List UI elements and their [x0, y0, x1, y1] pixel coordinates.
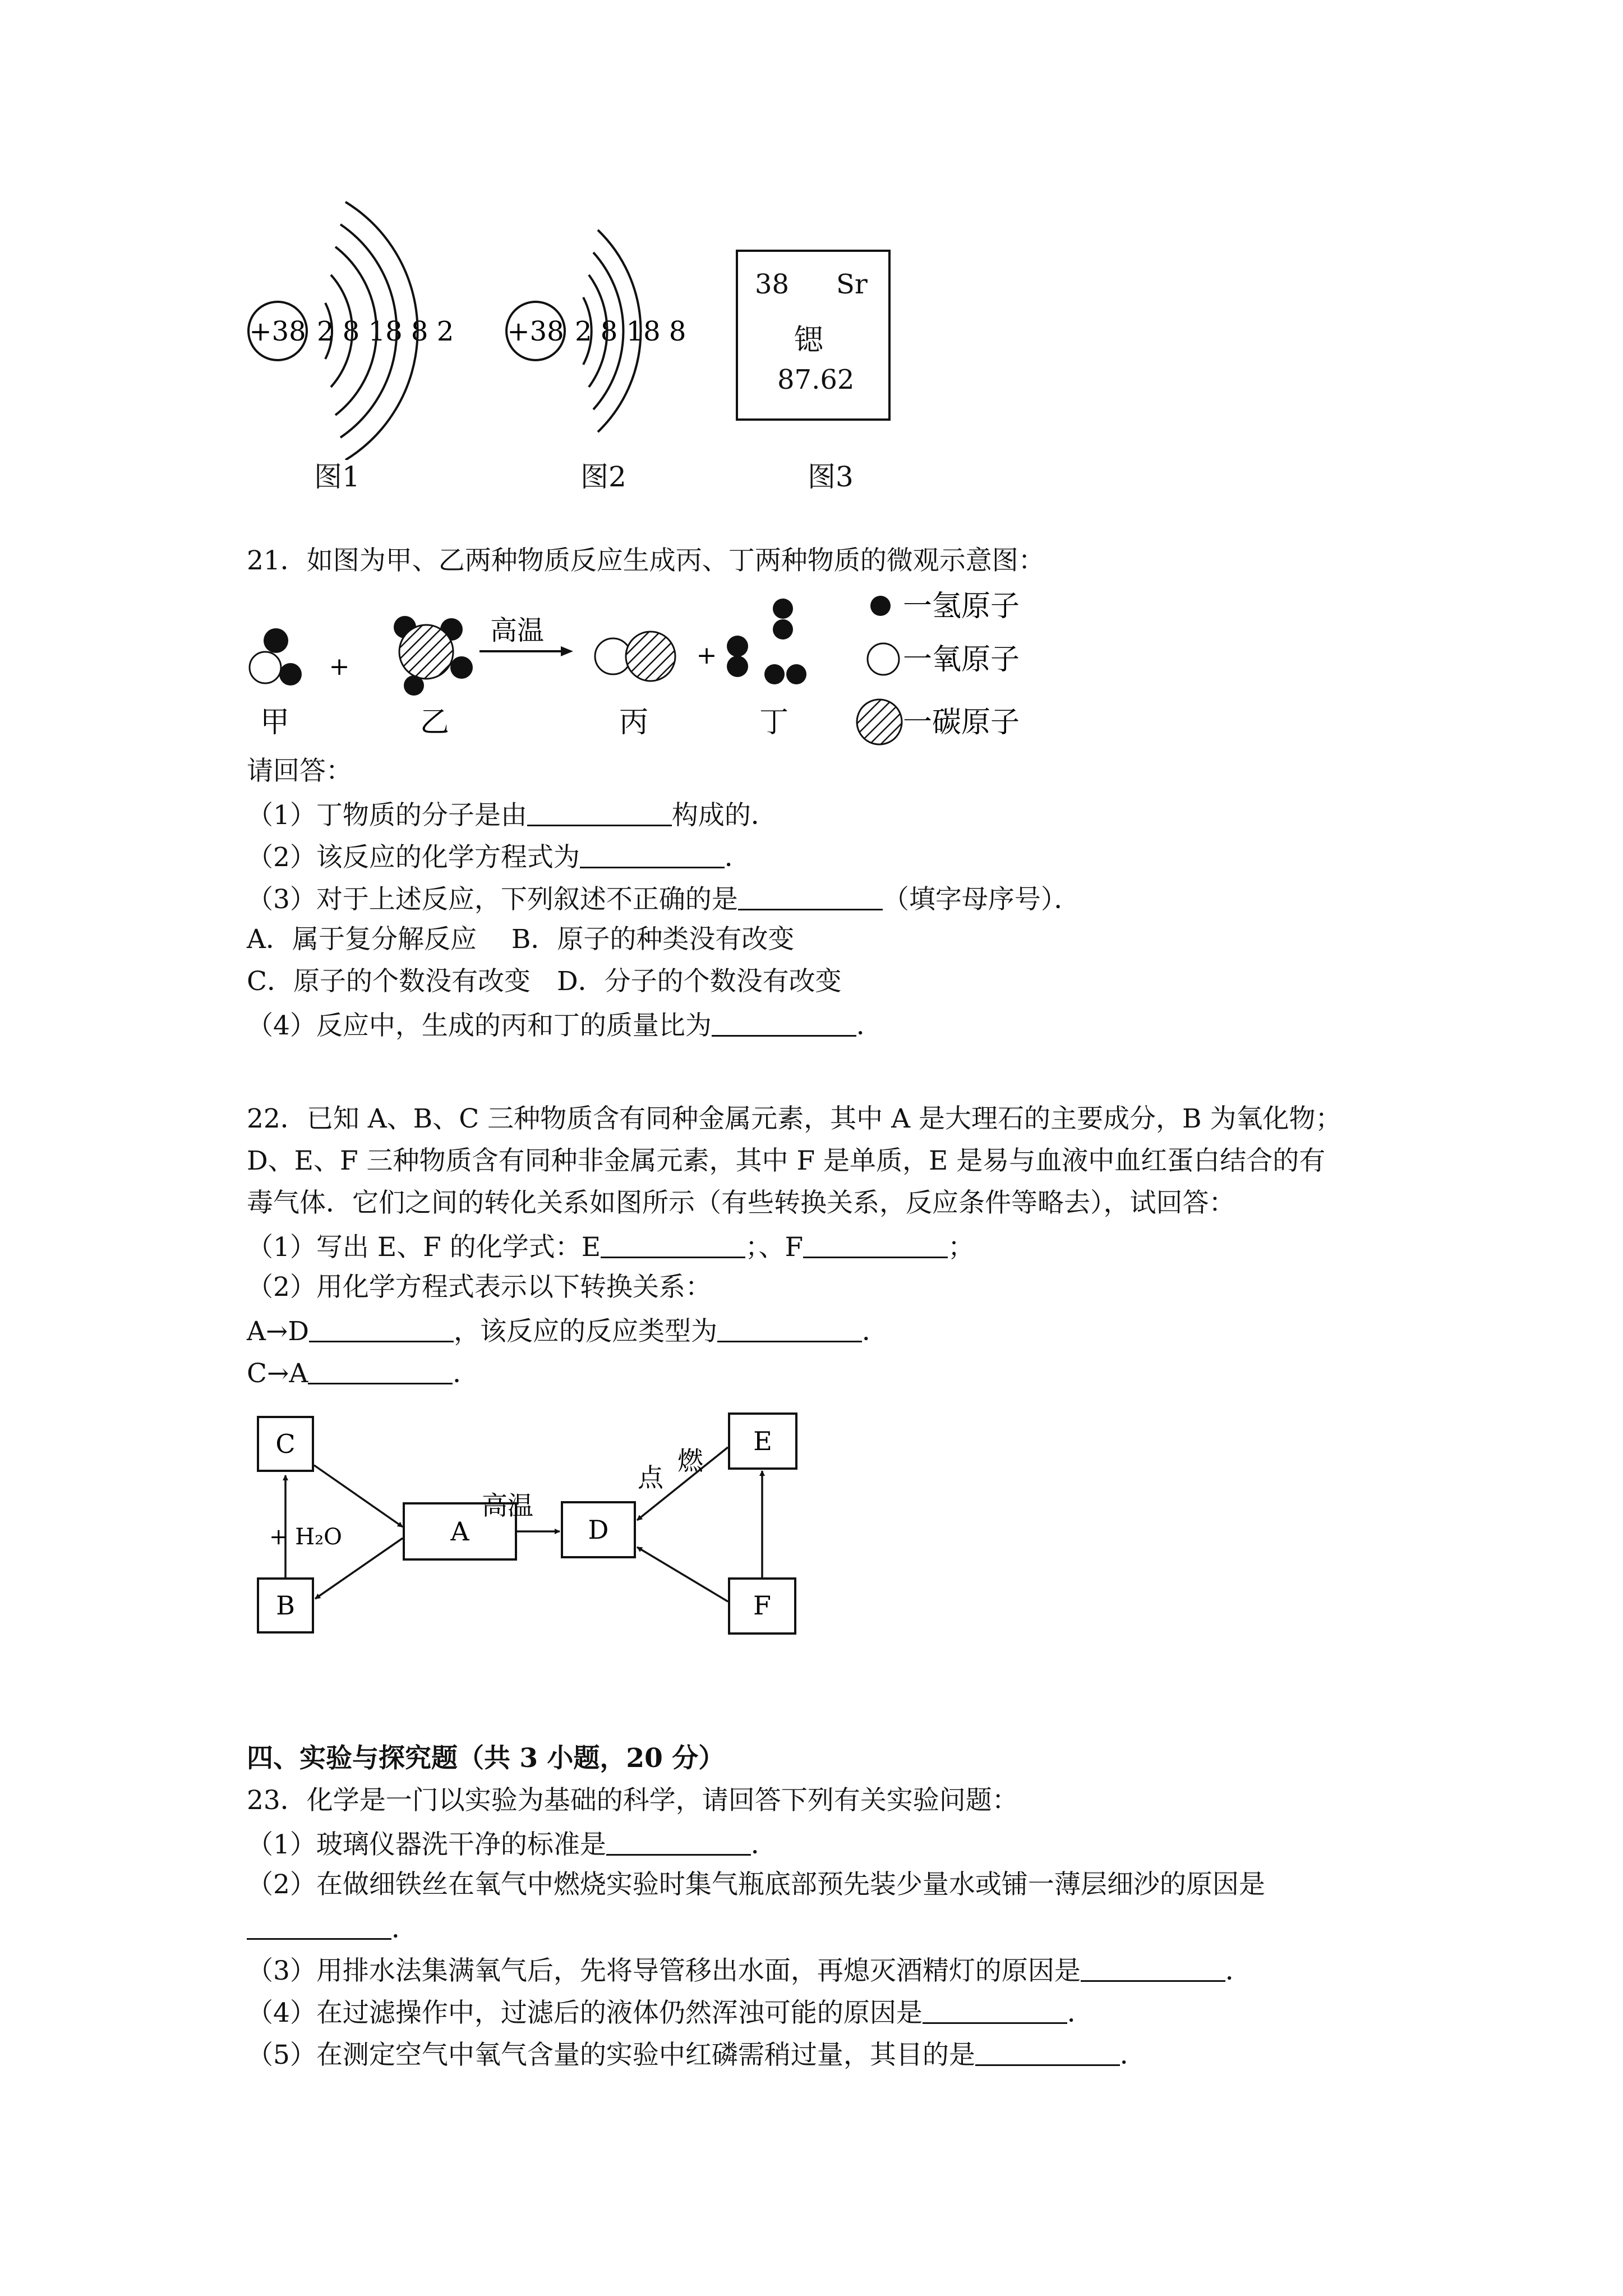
answer-blank[interactable] — [717, 1313, 862, 1342]
answer-blank[interactable] — [923, 1994, 1067, 2024]
answer-blank[interactable] — [712, 1007, 856, 1037]
q21-options-ab: A．属于复分解反应 B．原子的种类没有改变 — [247, 924, 795, 955]
q23-part5: （5）在测定空气中氧气含量的实验中红磷需稍过量，其目的是 ． — [247, 2036, 1146, 2072]
answer-blank[interactable] — [308, 1355, 453, 1384]
label-bing: 丙 — [619, 706, 649, 739]
high-temperature-label: 高温 — [482, 1490, 533, 1521]
answer-blank[interactable] — [580, 839, 725, 868]
atomic-number: 38 — [755, 269, 790, 300]
answer-blank[interactable] — [309, 1313, 454, 1342]
q21-part1: （1）丁物质的分子是由 构成的． — [247, 797, 777, 832]
element-symbol: Sr — [836, 269, 868, 300]
answer-blank[interactable] — [803, 1228, 948, 1258]
element-name: 锶 — [794, 324, 824, 357]
legend-hydrogen: 一氢原子 — [903, 590, 1020, 623]
legend-carbon: 一碳原子 — [903, 706, 1020, 739]
figure-1-caption: 图1 — [314, 461, 360, 493]
atomic-mass: 87.62 — [777, 364, 855, 395]
electron-shells: 2 8 18 8 — [575, 316, 686, 347]
q21-part3: （3）对于上述反应，下列叙述不正确的是 （填字母序号）． — [247, 881, 1080, 917]
q22-a-to-d: A→D ，该反应的反应类型为 ． — [247, 1313, 888, 1349]
answer-blank[interactable] — [606, 1826, 751, 1856]
figure-2-caption: 图2 — [580, 461, 626, 493]
label-jia: 甲 — [260, 706, 290, 739]
node-f: F — [753, 1590, 771, 1621]
node-a: A — [450, 1516, 469, 1547]
ignite-label-dian: 点 — [638, 1462, 663, 1493]
figure-3-caption: 图3 — [808, 461, 854, 493]
q21-stem: 21．如图为甲、乙两种物质反应生成丙、丁两种物质的微观示意图： — [247, 545, 1045, 576]
answer-blank[interactable] — [601, 1228, 745, 1258]
q22-stem-line1: 22．已知 A、B、C 三种物质含有同种金属元素，其中 A 是大理石的主要成分，B 为氧化物； — [247, 1103, 1342, 1134]
q23-part1: （1）玻璃仪器洗干净的标准是 ． — [247, 1826, 777, 1862]
q21-please-answer: 请回答： — [247, 756, 352, 786]
q22-part2: （2）用化学方程式表示以下转换关系： — [247, 1272, 712, 1303]
atom-structure-figure-2 — [499, 224, 701, 460]
node-b: B — [276, 1590, 295, 1621]
answer-blank[interactable] — [1081, 1952, 1225, 1982]
q23-part2-answer: ． — [247, 1910, 418, 1946]
answer-blank[interactable] — [247, 1910, 391, 1940]
q22-part1: （1）写出 E、F 的化学式：E ；、F ； — [247, 1228, 974, 1264]
label-yi: 乙 — [419, 706, 450, 739]
q21-part2: （2）该反应的化学方程式为 ． — [247, 839, 751, 875]
q21-part4: （4）反应中，生成的丙和丁的质量比为 ． — [247, 1007, 883, 1043]
ignite-label-ran: 燃 — [677, 1446, 703, 1476]
plus-sign: + — [696, 641, 717, 670]
q22-stem-line2: D、E、F 三种物质含有同种非金属元素，其中 F 是单质，E 是易与血液中血红蛋白结合的有 — [247, 1145, 1326, 1176]
section-4-heading: 四、实验与探究题（共 3 小题，20 分） — [247, 1743, 725, 1774]
q23-part3: （3）用排水法集满氧气后，先将导管移出水面，再熄灭酒精灯的原因是 ． — [247, 1952, 1252, 1988]
q22-c-to-a: C→A ． — [247, 1355, 479, 1391]
node-d: D — [588, 1515, 609, 1545]
nucleus-charge: +38 — [249, 316, 306, 347]
legend-oxygen: 一氧原子 — [903, 643, 1020, 677]
atom-structure-figure-1 — [241, 191, 465, 460]
plus-sign: + — [329, 652, 350, 681]
label-ding: 丁 — [759, 706, 789, 739]
answer-blank[interactable] — [738, 881, 883, 910]
electron-shells: 2 8 18 8 2 — [317, 316, 454, 347]
reaction-micro-diagram — [241, 583, 1082, 746]
q23-part4: （4）在过滤操作中，过滤后的液体仍然浑浊可能的原因是 ． — [247, 1994, 1094, 2030]
q21-options-cd: C．原子的个数没有改变 D．分子的个数没有改变 — [247, 966, 842, 997]
node-e: E — [753, 1426, 772, 1456]
q23-stem: 23．化学是一门以实验为基础的科学，请回答下列有关实验问题： — [247, 1785, 1018, 1816]
conversion-relationship-diagram — [247, 1402, 819, 1655]
q23-part2: （2）在做细铁丝在氧气中燃烧实验时集气瓶底部预先装少量水或铺一薄层细沙的原因是 — [247, 1869, 1265, 1900]
answer-blank[interactable] — [975, 2036, 1120, 2066]
plus-water-label: + H₂O — [269, 1524, 342, 1550]
reaction-condition: 高温 — [490, 615, 545, 646]
nucleus-charge: +38 — [507, 316, 564, 347]
node-c: C — [275, 1429, 296, 1459]
q22-stem-line3: 毒气体．它们之间的转化关系如图所示（有些转换关系，反应条件等略去），试回答： — [247, 1188, 1235, 1218]
periodic-table-cell-strontium — [736, 250, 891, 421]
answer-blank[interactable] — [527, 797, 672, 826]
